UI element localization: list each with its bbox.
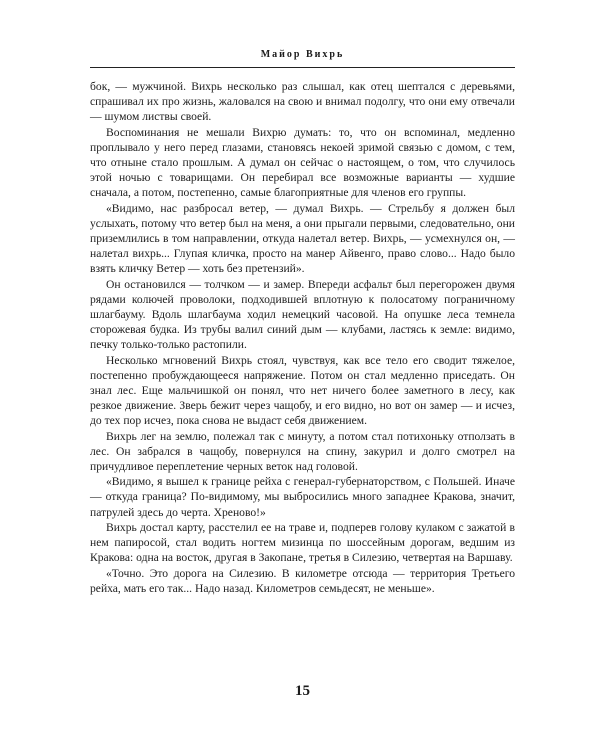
paragraph: Воспоминания не мешали Вихрю думать: то, что он вспоминал, медленно проплывало у него перед глазами, становясь некоей зримой связью с домом, с тем, что отныне стало прошлым. А думал он сейчас о настоящем, о том, что случилось этой ночью с товарищами. Он перебирал все возможные варианты — худшие сначала, а потом, постепенно, самые благоприятные для членов его группы. bbox=[90, 125, 515, 200]
paragraph: «Видимо, нас разбросал ветер, — думал Вихрь. — Стрельбу я должен был услыхать, потому что ветер был на меня, а они прыгали первыми, следовательно, они приземлились в том направлении, откуда налетал ветер. Вихрь, — усмехнулся он, — налетал вихрь... Глупая кличка, просто на манер Айвенго, право слово... Надо было взять кличку Ветер — хоть без претензий». bbox=[90, 201, 515, 276]
book-page bbox=[90, 0, 515, 750]
header-rule bbox=[90, 67, 515, 68]
paragraph: Он остановился — толчком — и замер. Впереди асфальт был перегорожен двумя рядами колючей проволоки, подходившей вплотную к полосатому пограничному шлагбауму. Вдоль шлагбаума ходил немецкий часовой. На опушке леса темнела сторожевая будка. Из трубы валил синий дым — клубами, ластясь к земле: видимо, печку только-только растопили. bbox=[90, 277, 515, 352]
running-title: Майор Вихрь bbox=[260, 49, 345, 60]
paragraph: Вихрь достал карту, расстелил ее на траве и, подперев голову кулаком с зажатой в нем папиросой, стал водить ногтем мизинца по шоссейным дорогам, ведшим из Кракова: одна на восток, другая в Закопане, третья в Силезию, четвертая на Варшаву. bbox=[90, 520, 515, 565]
paragraph: Несколько мгновений Вихрь стоял, чувствуя, как все тело его сводит тяжелое, постепенно пробуждающееся напряжение. Потом он стал медленно приседать. Он знал лес. Еще мальчишкой он понял, что нет ничего более заметного в лесу, как резкое движение. Зверь бежит через чащобу, и его видно, но вот он замер — и исчез, до тех пор исчез, пока снова не выдаст себя движением. bbox=[90, 353, 515, 428]
paragraph: Вихрь лег на землю, полежал так с минуту, а потом стал потихоньку отползать в лес. Он забрался в чащобу, повернулся на спину, закурил и долго смотрел на причудливое переплетение черных веток над головой. bbox=[90, 429, 515, 474]
body-text bbox=[90, 79, 515, 596]
paragraph: «Точно. Это дорога на Силезию. В километре отсюда — территория Третьего рейха, мать его так... Надо назад. Километров семьдесят, не меньше». bbox=[90, 566, 515, 595]
paragraph: «Видимо, я вышел к границе рейха с генерал-губернаторством, с Польшей. Иначе — откуда граница? По-видимому, мы выбросились много западнее Кракова, значит, патрулей здесь до черта. Хреново!» bbox=[90, 475, 515, 519]
paragraph: бок, — мужчиной. Вихрь несколько раз слышал, как отец шептался с деревьями, спрашивал их про жизнь, жаловался на свою и внимал подолгу, что они ему отвечали — шумом листвы своей. bbox=[90, 80, 515, 124]
page-number: 15 bbox=[295, 683, 310, 699]
